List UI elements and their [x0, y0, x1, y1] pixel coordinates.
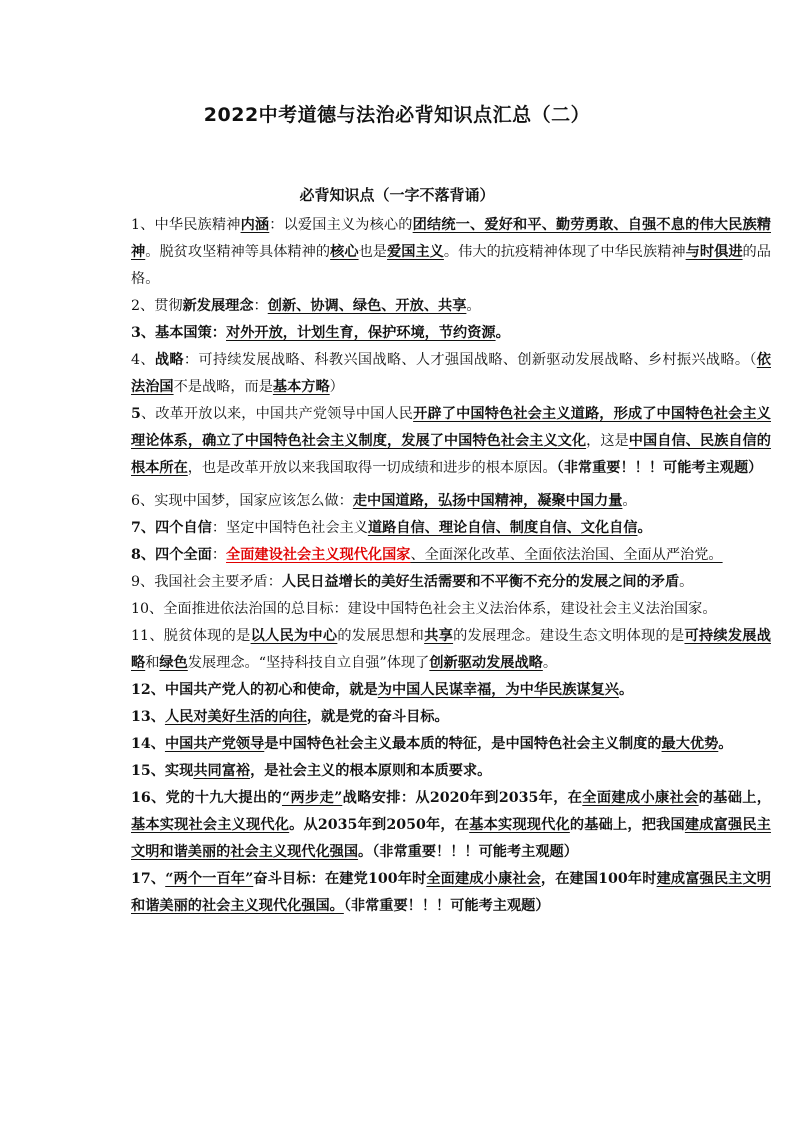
- knowledge-point-item: [131, 785, 771, 866]
- knowledge-point-item: [131, 596, 771, 623]
- text-segment: ，在建国100年时: [540, 871, 657, 887]
- text-segment: ：可持续发展战略、科教兴国战略、人才强国战略、创新驱动发展战略、乡村振兴战略。（: [183, 352, 757, 368]
- text-segment: 13、: [131, 709, 165, 725]
- knowledge-point-item: [131, 488, 771, 515]
- text-segment: 6、实现中国梦，国家应该怎么做：: [131, 493, 353, 509]
- text-segment: 与时俱进: [685, 244, 743, 260]
- text-segment: 创新驱动发展战略: [429, 655, 543, 671]
- text-segment: 11、脱贫体现的是: [131, 628, 251, 644]
- text-segment: “两个一百年”: [165, 871, 254, 887]
- text-segment: 全面建成小康社会: [582, 790, 699, 806]
- text-segment: 战略: [154, 352, 184, 368]
- text-segment: （非常重要！！！可能考主观题）: [556, 460, 763, 476]
- text-segment: 爱国主义: [387, 244, 444, 260]
- text-segment: 内涵: [240, 217, 270, 233]
- text-segment: 共享: [424, 628, 454, 644]
- knowledge-point-item: [131, 623, 771, 677]
- text-segment: 中国自信、民族自信的根本所在: [131, 433, 771, 476]
- text-segment: 新发展理念: [182, 298, 254, 314]
- text-segment: ，就是党的奋斗目标。: [306, 709, 449, 725]
- text-segment: 。（非常重要！！！可能考主观题）: [358, 844, 578, 860]
- text-segment: 创新、协调、绿色、开放、共享: [267, 298, 467, 314]
- text-segment: ：: [253, 298, 268, 314]
- text-segment: 14、: [131, 736, 165, 752]
- knowledge-point-item: [131, 347, 771, 401]
- text-segment: 7、四个自信: [131, 520, 212, 536]
- text-segment: 。: [622, 493, 637, 509]
- text-segment: 。: [542, 655, 558, 671]
- text-segment: ，是社会主义的根本原则和本质要求。: [250, 763, 492, 779]
- text-segment: 的品格。: [131, 244, 771, 287]
- text-segment: 全面建成小康社会: [426, 871, 541, 887]
- text-segment: 人民日益增长的美好生活需要和不平衡不充分的发展之间的矛盾: [281, 574, 680, 590]
- text-segment: 以人民为中心: [250, 628, 338, 644]
- knowledge-point-item: [131, 569, 771, 596]
- text-segment: 1、中华民族精神: [131, 217, 241, 233]
- text-segment: ：以爱国主义为核心的: [269, 217, 413, 233]
- text-segment: 。: [679, 574, 694, 590]
- text-segment: 16、党的十九大提出的: [131, 790, 282, 806]
- knowledge-point-item: [131, 212, 771, 293]
- knowledge-point-item: [131, 401, 771, 482]
- section-subtitle: 必背知识点（一字不落背诵）: [299, 186, 495, 204]
- text-segment: 不是战略，而是: [173, 379, 273, 395]
- knowledge-point-item: [131, 515, 771, 542]
- text-segment: 道路自信、理论自信、制度自信、文化自信: [367, 520, 638, 536]
- text-segment: 奋斗目标：在建党100年时: [253, 871, 427, 887]
- text-segment: 10、全面推进依法治国的总目标：建设中国特色社会主义法治体系，建设社会主义法治国家。: [131, 601, 717, 617]
- text-segment: 共同富裕: [193, 763, 251, 779]
- text-segment: 建成富强民主文明和谐美丽的社会主义现代化强国: [131, 817, 771, 860]
- knowledge-point-item: [131, 758, 771, 785]
- text-segment: 核心: [330, 244, 359, 260]
- text-segment: 基本实现社会主义现代化: [131, 817, 290, 833]
- text-segment: 。: [495, 325, 510, 341]
- text-segment: 。: [466, 298, 481, 314]
- text-segment: 基本实现现代化: [469, 817, 570, 833]
- knowledge-point-item: [131, 866, 771, 920]
- text-segment: 对外开放，计划生育，保护环境，节约资源: [226, 325, 496, 341]
- text-segment: 。: [637, 520, 652, 536]
- text-segment: 可持续发展战略: [131, 628, 771, 671]
- knowledge-point-item: [131, 293, 771, 320]
- text-segment: 是中国特色社会主义最本质的特征，是中国特色社会主义制度的: [264, 736, 662, 752]
- text-segment: 的发展思想和: [337, 628, 425, 644]
- text-segment: 为中国人民谋幸福，为中华民族谋复兴: [377, 682, 619, 698]
- text-segment: 团结统一、爱好和平、勤劳勇敢、自强不息的伟大民族精神: [131, 217, 771, 260]
- text-segment: 的发展理念。建设生态文明体现的是: [453, 628, 685, 644]
- text-segment: 、全面深化改革、全面依法治国、全面从严治党。: [410, 547, 723, 563]
- text-segment: 中国共产党领导: [164, 736, 265, 752]
- text-segment: 。: [618, 682, 634, 698]
- text-segment: 人民对美好生活的向往: [164, 709, 307, 725]
- document-title: 2022中考道德与法治必背知识点汇总（二）: [203, 104, 591, 126]
- text-segment: ，也是改革开放以来我国取得一切成绩和进步的根本原因。: [187, 460, 557, 476]
- text-segment: 绿色: [159, 655, 188, 671]
- text-segment: 。: [718, 736, 733, 752]
- text-segment: “两步走”: [281, 790, 343, 806]
- text-segment: 4、: [131, 352, 155, 368]
- text-segment: 战略安排：从2020年到2035年，在: [342, 790, 583, 806]
- text-segment: 和: [145, 655, 160, 671]
- text-segment: 2、贯彻: [131, 298, 183, 314]
- text-segment: 发展理念。“坚持科技自立自强”体现了: [187, 655, 430, 671]
- text-segment: 的基础上，: [698, 790, 771, 806]
- text-segment: ：: [211, 547, 227, 563]
- text-segment: ：坚定中国特色社会主义: [211, 520, 368, 536]
- knowledge-point-list: [131, 212, 771, 920]
- text-segment: 。脱贫攻坚精神等具体精神的: [145, 244, 331, 260]
- text-segment: 也是: [358, 244, 388, 260]
- text-segment: 全面建设社会主义现代化国家: [226, 547, 411, 563]
- text-segment: 。伟大的抗疫精神体现了中华民族精神: [443, 244, 686, 260]
- text-segment: 17、: [131, 871, 166, 887]
- text-segment: 。从2035年到2050年，在: [289, 817, 470, 833]
- text-segment: 12、中国共产党人的初心和使命，就是: [131, 682, 378, 698]
- text-segment: 开辟了中国特色社会主义道路，形成了中国特色社会主义理论体系，确立了中国特色社会主义制度，发展了中国特色社会主义文化: [131, 406, 771, 449]
- text-segment: 依法治国: [131, 352, 771, 395]
- knowledge-point-item: [131, 542, 771, 569]
- text-segment: 最大优势: [661, 736, 719, 752]
- knowledge-point-item: [131, 731, 771, 758]
- text-segment: 建成富强民主文明和谐美丽的社会主义现代化强国。: [131, 871, 771, 914]
- text-segment: 8、四个全面: [131, 547, 212, 563]
- knowledge-point-item: [131, 320, 771, 347]
- text-segment: 9、我国社会主要矛盾：: [131, 574, 282, 590]
- text-segment: 基本方略: [272, 379, 330, 395]
- text-segment: 走中国道路，弘扬中国精神，凝聚中国力量: [352, 493, 623, 509]
- knowledge-point-item: [131, 704, 771, 731]
- knowledge-point-item: [131, 677, 771, 704]
- text-segment: 的基础上，把我国: [569, 817, 685, 833]
- text-segment: ）: [329, 379, 344, 395]
- text-segment: 15、实现: [131, 763, 194, 779]
- text-segment: 、改革开放以来，中国共产党领导中国人民: [140, 406, 414, 422]
- text-segment: （非常重要！！！可能考主观题）: [343, 898, 550, 914]
- text-segment: ，这是: [586, 433, 629, 449]
- text-segment: 5: [131, 406, 141, 422]
- text-segment: 3、基本国策：: [131, 325, 226, 341]
